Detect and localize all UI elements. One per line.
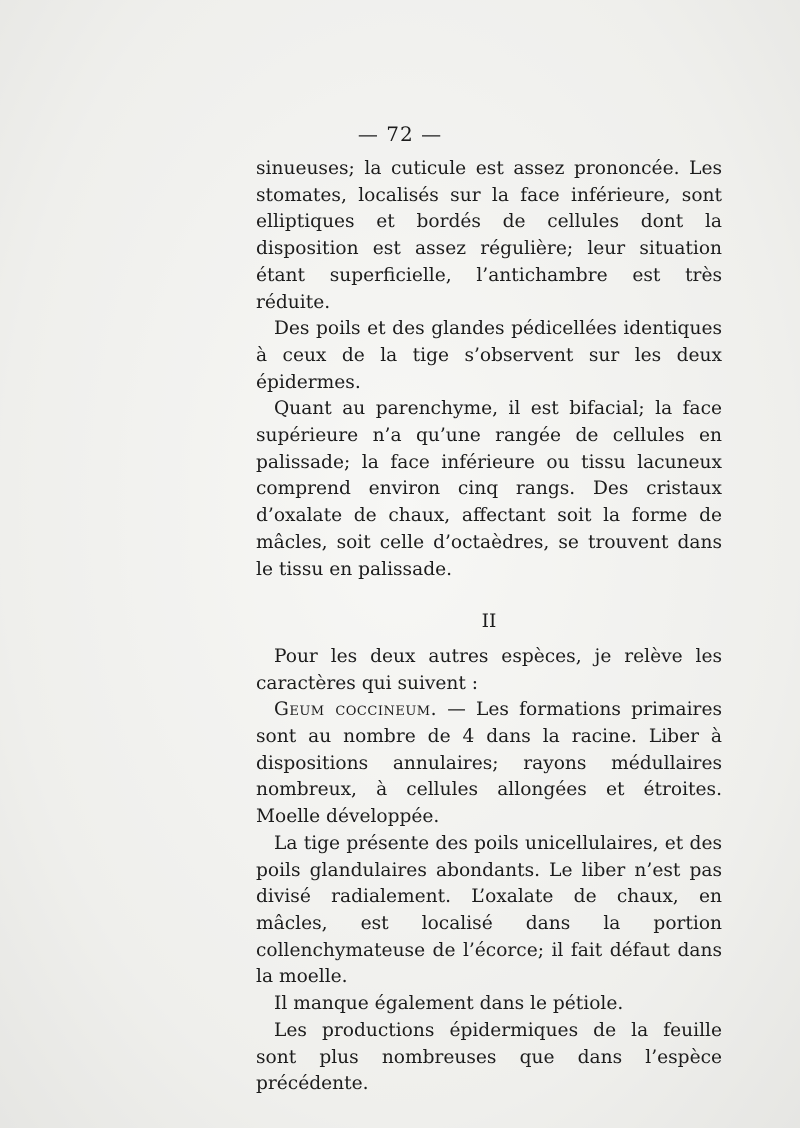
page-number: — 72 —	[357, 122, 443, 146]
section-heading: II	[481, 611, 497, 633]
paragraph: Quant au parenchyme, il est bifacial; la face supérieure n’a qu’une rangée de cellules en palissade; la face inférieure ou tissu lacuneux comprend environ cinq rangs. Des cristaux d’oxalate de chaux, affectant soit la forme de mâcles, soit celle d’octaèdres, se trouvent dans le tissu en palissade.	[256, 398, 722, 580]
paragraph: Les productions épidermiques de la feuille sont plus nombreuses que dans l’espèce précédente.	[256, 1019, 722, 1095]
paragraph	[256, 697, 722, 831]
paragraph: Des poils et des glandes pédicellées identiques à ceux de la tige s’observent sur les deux épidermes.	[256, 318, 722, 393]
species-name: Geum coccineum.	[274, 699, 437, 721]
paragraph: Il manque également dans le pétiole.	[274, 993, 624, 1015]
body-text	[256, 156, 722, 1098]
paragraph: La tige présente des poils unicellulaires, et des poils glandulaires abondants. Le liber n’est pas divisé radialement. L’oxalate de chaux, en mâcles, est localisé dans la portion collenchymateuse de l’écorce; il fait défaut dans la moelle.	[256, 832, 722, 988]
paragraph-text: — Les formations primaires sont au nombre de 4 dans la racine. Liber à dispositions annulaires; rayons médullaires nombreux, à cellules allongées et étroites. Moelle développée.	[256, 699, 722, 828]
paragraph: Pour les deux autres espèces, je relève les caractères qui suivent :	[256, 645, 722, 694]
paragraph: sinueuses; la cuticule est assez prononcée. Les stomates, localisés sur la face inférieure, sont elliptiques et bordés de cellules dont la disposition est assez régulière; leur situation étant superficielle, l’antichambre est très réduite.	[256, 158, 722, 313]
